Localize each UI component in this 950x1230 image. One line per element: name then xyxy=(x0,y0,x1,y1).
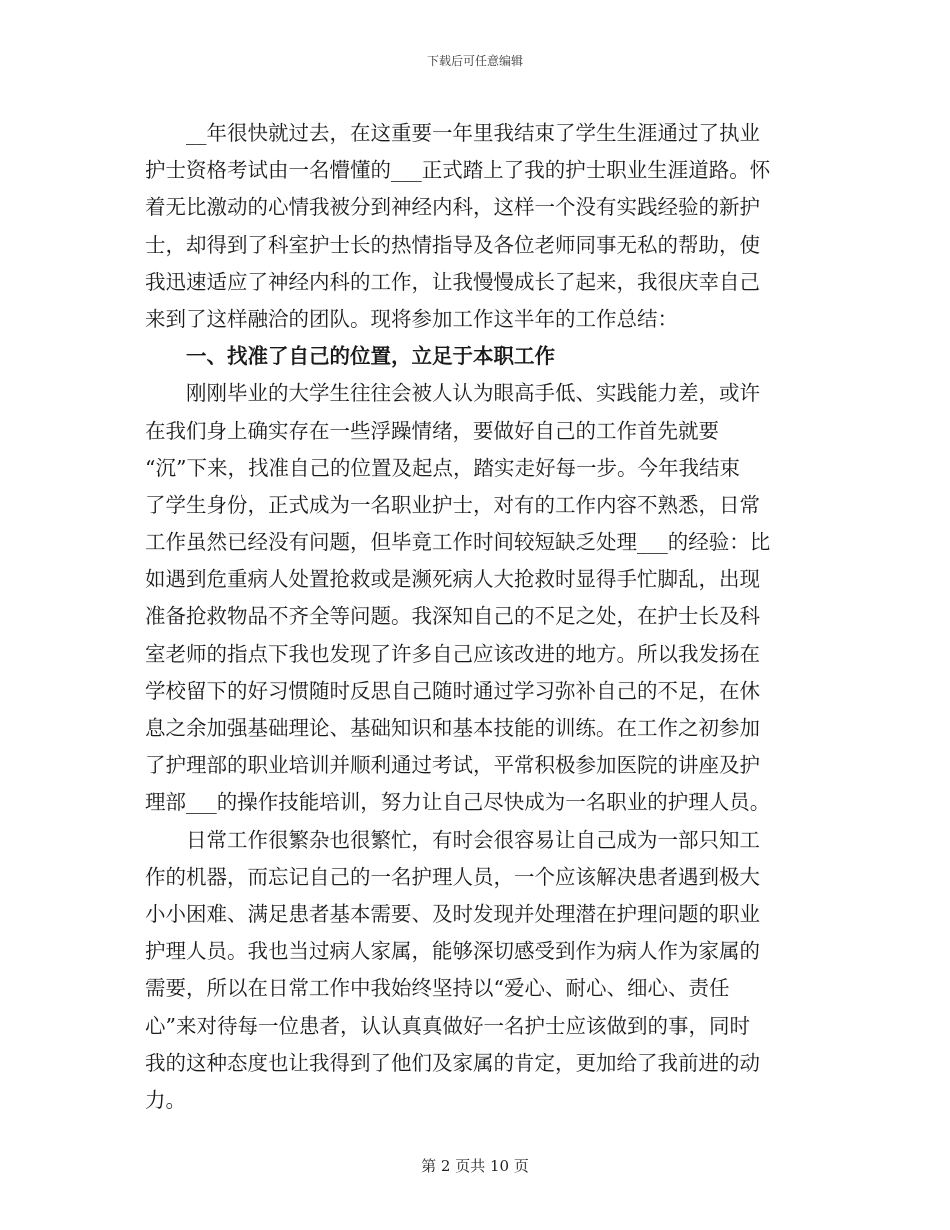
paragraph-line: 着无比激动的心情我被分到神经内科，这样一个没有实践经验的新护 xyxy=(145,195,760,220)
paragraph-line: 室老师的指点下我也发现了许多自己应该改进的地方。所以我发扬在 xyxy=(145,641,760,666)
paragraph-line: 工作虽然已经没有问题，但毕竟工作时间较短缺乏处理___的经验：比 xyxy=(145,530,771,555)
paragraph-line: 小小困难、满足患者基本需要、及时发现并处理潜在护理问题的职业 xyxy=(145,901,760,926)
paragraph-line: 力。 xyxy=(145,1087,186,1112)
paragraph-line: 准备抢救物品不齐全等问题。我深知自己的不足之处，在护士长及科 xyxy=(145,604,760,629)
paragraph-line: 需要，所以在日常工作中我始终坚持以“爱心、耐心、细心、责任 xyxy=(145,976,730,1001)
paragraph-line: 了护理部的职业培训并顺利通过考试，平常积极参加医院的讲座及护 xyxy=(145,753,760,778)
paragraph-line: 如遇到危重病人处置抢救或是濒死病人大抢救时显得手忙脚乱，出现 xyxy=(145,567,760,592)
paragraph-line: 日常工作很繁杂也很繁忙，有时会很容易让自己成为一部只知工 xyxy=(186,827,760,852)
section-heading: 一、找准了自己的位置，立足于本职工作 xyxy=(186,344,555,369)
paragraph-line: __年很快就过去，在这重要一年里我结束了学生生涯通过了执业 xyxy=(186,121,760,145)
paragraph-line: 在我们身上确实存在一些浮躁情绪，要做好自己的工作首先就要 xyxy=(145,418,719,443)
page-header: 下载后可任意编辑 xyxy=(426,54,523,68)
paragraph-line: 护士资格考试由一名懵懂的___正式踏上了我的护士职业生涯道路。怀 xyxy=(145,158,771,183)
paragraph-line: 心”来对待每一位患者，认认真真做好一名护士应该做到的事，同时 xyxy=(145,1013,750,1038)
document-body xyxy=(145,115,805,1119)
paragraph-line: 来到了这样融洽的团队。现将参加工作这半年的工作总结： xyxy=(145,306,678,331)
page-number: 第 2 页共 10 页 xyxy=(421,1157,529,1175)
paragraph-line: “沉”下来，找准自己的位置及起点，踏实走好每一步。今年我结束 xyxy=(145,455,740,480)
paragraph-line: 作的机器，而忘记自己的一名护理人员，一个应该解决患者遇到极大 xyxy=(145,864,760,889)
paragraph-line: 护理人员。我也当过病人家属，能够深切感受到作为病人作为家属的 xyxy=(145,939,760,964)
paragraph-line: 学校留下的好习惯随时反思自己随时通过学习弥补自己的不足，在休 xyxy=(145,678,760,703)
paragraph-line: 了学生身份，正式成为一名职业护士，对有的工作内容不熟悉，日常 xyxy=(145,492,760,517)
paragraph-line: 理部___的操作技能培训，努力让自己尽快成为一名职业的护理人员。 xyxy=(145,790,771,815)
paragraph-line: 息之余加强基础理论、基础知识和基本技能的训练。在工作之初参加 xyxy=(145,716,760,740)
paragraph-line: 我的这种态度也让我得到了他们及家属的肯定，更加给了我前进的动 xyxy=(145,1050,760,1075)
paragraph-line: 我迅速适应了神经内科的工作，让我慢慢成长了起来，我很庆幸自己 xyxy=(145,269,760,294)
paragraph-line: 士，却得到了科室护士长的热情指导及各位老师同事无私的帮助，使 xyxy=(145,232,760,257)
paragraph-line: 刚刚毕业的大学生往往会被人认为眼高手低、实践能力差，或许 xyxy=(186,381,760,406)
